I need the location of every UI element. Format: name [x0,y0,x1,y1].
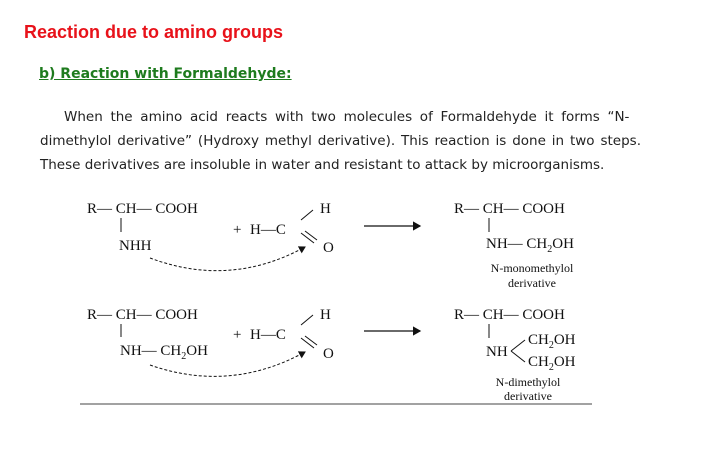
bond-line [305,336,317,345]
product-1-sidechain: NH— $CH_2OH$ [486,236,574,255]
description-paragraph [40,105,640,177]
reaction-2 [87,307,576,403]
section-heading: b) Reaction with Formaldehyde: [39,66,292,82]
electron-arrow [150,247,305,271]
bond-line [301,338,314,348]
formaldehyde-o: O [323,240,334,256]
reactant-1-amine: NHH [119,238,152,254]
reactant-2-sidechain: NH— $CH_2OH$ [120,343,208,362]
paragraph-line: dimethylol derivative” (Hydroxy methyl derivative). This reaction is done in two steps. [40,133,641,149]
reaction-figure [80,190,592,405]
slide-title: Reaction due to amino groups [24,22,284,42]
caption-dimethylol: N-dimethylol [495,375,561,389]
caption-monomethylol: N-monomethylol [490,261,574,275]
caption-derivative: derivative [508,276,556,290]
plus-sign: + [233,222,242,238]
paragraph-line: When the amino acid reacts with two molecules of Formaldehyde it forms “N- [64,109,630,125]
bond-line [301,315,313,325]
bond-line [511,340,525,351]
formaldehyde-h: H [320,307,331,323]
paragraph-line: These derivatives are insoluble in water and resistant to attack by microorganisms. [40,157,605,173]
product-2-backbone: R— CH— COOH [454,307,565,323]
formaldehyde-o: O [323,346,334,362]
product-2-ch2oh-upper: $CH_2OH$ [528,332,576,351]
bond-line [301,233,314,243]
reactant-2-backbone: R— CH— COOH [87,307,198,323]
bond-line [511,351,525,362]
caption-derivative: derivative [504,389,552,403]
bond-line [305,231,317,240]
product-2-nh: NH [486,344,508,360]
formaldehyde-hc: H—C [250,222,286,238]
product-2-ch2oh-lower: $CH_2OH$ [528,354,576,373]
plus-sign: + [233,327,242,343]
formaldehyde-h: H [320,201,331,217]
reaction-1 [87,201,574,290]
formaldehyde-hc: H—C [250,327,286,343]
reactant-1-backbone: R— CH— COOH [87,201,198,217]
product-1-backbone: R— CH— COOH [454,201,565,217]
bond-line [301,210,313,220]
